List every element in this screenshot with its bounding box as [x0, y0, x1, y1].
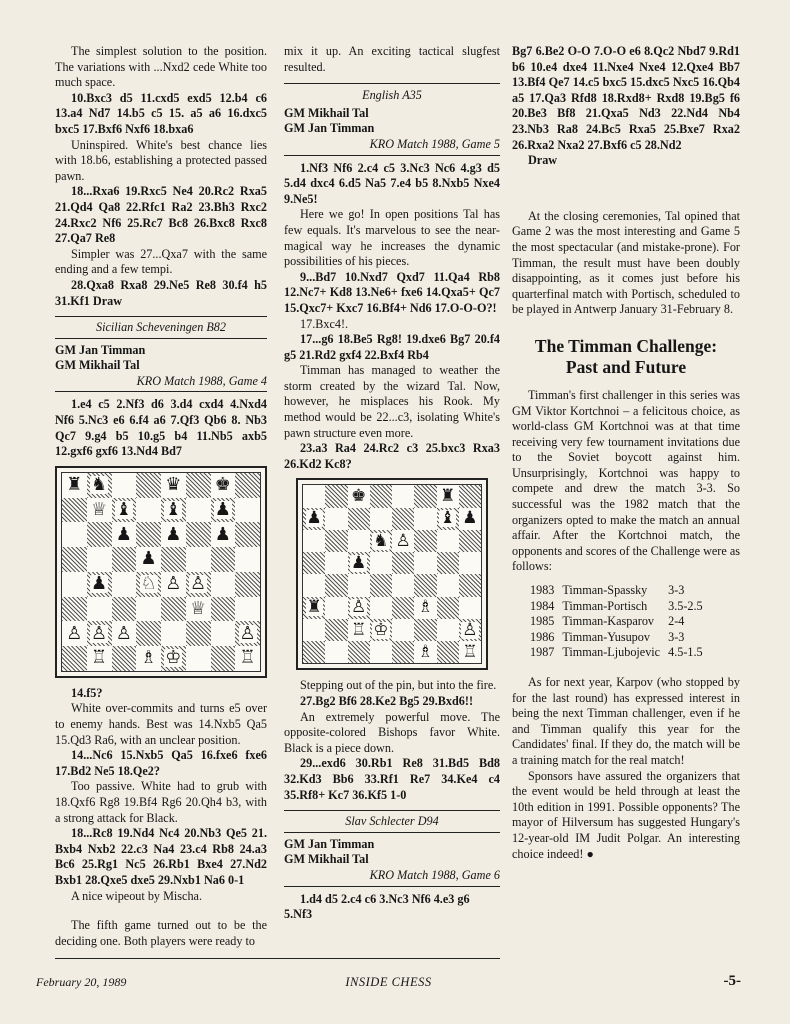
board-square — [211, 572, 236, 597]
chess-diagram-game4 — [55, 466, 267, 678]
white-king-icon: ♔ — [373, 619, 389, 640]
black-bishop-icon: ♝ — [440, 508, 456, 529]
score-match: Timman-Ljubojevic — [562, 645, 661, 660]
white-pawn-icon: ♙ — [91, 622, 108, 644]
score-score: 2-4 — [668, 614, 685, 629]
board-square — [459, 574, 481, 596]
white-pawn-icon: ♙ — [395, 530, 411, 551]
white-rook-icon: ♖ — [239, 647, 256, 669]
board-square — [392, 530, 414, 552]
board-square — [392, 574, 414, 596]
score-score: 4.5-1.5 — [668, 645, 703, 660]
board-square — [62, 473, 87, 498]
board-square — [136, 572, 161, 597]
board-square — [392, 552, 414, 574]
board-square — [325, 641, 347, 663]
board-square — [112, 547, 137, 572]
board-square — [211, 646, 236, 671]
board-square — [161, 572, 186, 597]
board-square — [211, 597, 236, 622]
white-king-icon: ♔ — [165, 647, 182, 669]
opening-header: Sicilian Scheveningen B82 — [55, 316, 267, 339]
moves-text: 17...g6 18.Be5 Rg8! 19.dxe6 Bg7 20.f4 g5 21.Rd2 gxf4 22.Bxf4 Rb4 — [284, 332, 500, 362]
black-rook-icon: ♜ — [440, 486, 456, 507]
board-square — [235, 646, 260, 671]
board-square — [112, 621, 137, 646]
event-label: KRO Match 1988, Game 6 — [284, 868, 500, 887]
board-square — [303, 574, 325, 596]
board-square — [62, 547, 87, 572]
section-title: The Timman Challenge: Past and Future — [534, 335, 718, 377]
moves-text: 23.a3 Ra4 24.Rc2 c3 25.bxc3 Rxa3 26.Kd2 Kc8? — [284, 441, 500, 471]
moves-text: 14.f5? — [71, 685, 103, 700]
black-queen-icon: ♛ — [165, 474, 182, 496]
event-label: KRO Match 1988, Game 4 — [55, 374, 267, 393]
white-queen-icon: ♕ — [190, 597, 207, 619]
table-row — [530, 583, 711, 599]
board-square — [348, 530, 370, 552]
board-square — [348, 641, 370, 663]
board-square — [62, 572, 87, 597]
board-square — [211, 473, 236, 498]
board-square — [112, 597, 137, 622]
board-square — [459, 597, 481, 619]
white-bishop-icon: ♗ — [140, 647, 157, 669]
moves-text: 28.Qxa8 Rxa8 29.Ne5 Re8 30.f4 h5 31.Kf1 Draw — [55, 277, 267, 308]
white-pawn-icon: ♙ — [190, 573, 207, 595]
opening-header: Slav Schlecter D94 — [284, 810, 500, 833]
board-square — [112, 522, 137, 547]
table-row — [530, 599, 711, 615]
black-knight-icon: ♞ — [91, 474, 108, 496]
paragraph: mix it up. An exciting tactical slugfest resulted. — [284, 44, 500, 74]
board-square — [303, 641, 325, 663]
board-square — [414, 574, 436, 596]
paragraph: The simplest solution to the position. The variations with ...Nxd2 cede White too much space. — [55, 44, 267, 90]
black-pawn-icon: ♟ — [306, 508, 322, 529]
paragraph: An extremely powerful move. The opposite-colored Bishops favor White. Black is a piece down. — [284, 709, 500, 755]
score-year: 1987 — [530, 645, 555, 660]
score-score: 3.5-2.5 — [668, 598, 703, 613]
board-square — [370, 619, 392, 641]
board-square — [459, 530, 481, 552]
board-square — [348, 597, 370, 619]
board-square — [62, 522, 87, 547]
score-match: Timman-Yusupov — [562, 629, 650, 644]
paragraph: Stepping out of the pin, but into the fire. — [300, 678, 497, 693]
board-square — [303, 530, 325, 552]
moves-text: 1.d4 d5 2.c4 c6 3.Nc3 Nf6 4.e3 g6 5.Nf3 — [284, 891, 470, 922]
black-pawn-icon: ♟ — [462, 508, 478, 529]
board-square — [112, 473, 137, 498]
board-square — [348, 552, 370, 574]
board-square — [186, 572, 211, 597]
board-square — [161, 646, 186, 671]
moves-text: Bg7 6.Be2 O-O 7.O-O e6 8.Qc2 Nbd7 9.Rd1 b6 10.e4 dxe4 11.Nxe4 Nxe4 12.Qxe4 Bb7 13.Bf4 Qe7 14.c5 bxc5 15.dxc5 Nxc5 16.Qb4 a5 17.Qa3 Rfd8 18.Rxd8+ Rxd8 19.Bg5 f6 20.Be3 Bf8 21.Qxa5 Nd3 22.Nd4 Nb4 23.Nb3 Ra8 24.Bc5 Rxa5 25.Bxe7 Rxa2 26.Rxa2 Nxa2 27.Bxf6 c5 28.Nd2 — [512, 44, 740, 152]
board-square — [112, 646, 137, 671]
board-square — [87, 547, 112, 572]
board-square — [370, 530, 392, 552]
board-square — [62, 597, 87, 622]
board-square — [325, 530, 347, 552]
board-square — [87, 498, 112, 523]
board-square — [303, 597, 325, 619]
board-square — [414, 552, 436, 574]
board-square — [437, 574, 459, 596]
board-square — [235, 522, 260, 547]
board-square — [136, 473, 161, 498]
board-square — [161, 597, 186, 622]
black-rook-icon: ♜ — [306, 597, 322, 618]
board-square — [392, 597, 414, 619]
chess-diagram-game5 — [296, 478, 488, 670]
board-square — [87, 646, 112, 671]
footer-date: February 20, 1989 — [36, 975, 127, 989]
board-square — [161, 473, 186, 498]
board-square — [459, 641, 481, 663]
score-score: 3-3 — [668, 583, 685, 598]
black-pawn-icon: ♟ — [214, 523, 231, 545]
white-player: GM Jan Timman — [55, 342, 146, 357]
black-king-icon: ♚ — [351, 486, 367, 507]
footer-magazine: INSIDE CHESS — [345, 975, 432, 989]
board-square — [211, 547, 236, 572]
board-square — [186, 547, 211, 572]
black-pawn-icon: ♟ — [115, 523, 132, 545]
score-year: 1984 — [530, 598, 555, 613]
board-square — [161, 498, 186, 523]
board-square — [325, 552, 347, 574]
board-square — [186, 646, 211, 671]
board-square — [161, 621, 186, 646]
board-square — [87, 473, 112, 498]
score-year: 1986 — [530, 629, 555, 644]
board-square — [348, 485, 370, 507]
board-square — [437, 597, 459, 619]
black-player: GM Mikhail Tal — [55, 358, 140, 373]
board-square — [87, 597, 112, 622]
paragraph: Timman has managed to weather the storm created by the wizard Tal. Now, however, he misplaces his Rook. My method would be 22...c3, isolating White's pawn structure even more. — [284, 363, 500, 440]
table-row — [530, 630, 711, 646]
board-square — [414, 530, 436, 552]
event-label: KRO Match 1988, Game 5 — [284, 137, 500, 156]
white-rook-icon: ♖ — [462, 641, 478, 662]
board-square — [161, 522, 186, 547]
moves-text: 17.Bxc4!. — [300, 316, 349, 331]
board-square — [303, 552, 325, 574]
board-square — [136, 547, 161, 572]
board-square — [62, 646, 87, 671]
board-square — [437, 530, 459, 552]
board-square — [437, 552, 459, 574]
board-square — [235, 597, 260, 622]
white-knight-icon: ♘ — [140, 573, 157, 595]
scores-table — [530, 583, 711, 661]
board-square — [235, 572, 260, 597]
board-square — [325, 574, 347, 596]
board-square — [392, 508, 414, 530]
board-square — [186, 621, 211, 646]
black-pawn-icon: ♟ — [140, 548, 157, 570]
board-square — [112, 572, 137, 597]
paragraph: Here we go! In open positions Tal has few equals. It's marvelous to see the near-magical way he increases the dynamic possibilities of his pieces. — [284, 207, 500, 269]
board-square — [392, 641, 414, 663]
black-pawn-icon: ♟ — [351, 552, 367, 573]
board-square — [211, 621, 236, 646]
black-player: GM Mikhail Tal — [284, 852, 369, 867]
board-square — [325, 485, 347, 507]
board-square — [87, 572, 112, 597]
board-square — [186, 498, 211, 523]
white-bishop-icon: ♗ — [417, 641, 433, 662]
board-square — [348, 508, 370, 530]
board-square — [112, 498, 137, 523]
white-queen-icon: ♕ — [91, 498, 108, 520]
paragraph: Sponsors have assured the organizers that the event would be held through at least the 10th edition in 1991. Possible opponents? The mayor of Hilversum has suggested Hungary's 12-year-old IM Judit Polgar. An interesting choice indeed! ● — [512, 768, 740, 861]
paragraph: A nice wipeout by Mischa. — [71, 888, 202, 903]
moves-text: 1.Nf3 Nf6 2.c4 c5 3.Nc3 Nc6 4.g3 d5 5.d4 dxc4 6.d5 Na5 7.e4 b5 8.Nxb5 Nxe4 9.Ne5! — [284, 160, 500, 206]
black-bishop-icon: ♝ — [115, 498, 132, 520]
paragraph: Simpler was 27...Qxa7 with the same ending and a few tempi. — [55, 246, 267, 277]
board-square — [62, 621, 87, 646]
column-2 — [284, 44, 500, 923]
black-pawn-icon: ♟ — [214, 498, 231, 520]
board-square — [370, 641, 392, 663]
paragraph: Uninspired. White's best chance lies with 18.b6, establishing a protected passed pawn. — [55, 137, 267, 183]
white-pawn-icon: ♙ — [165, 573, 182, 595]
moves-text: 14...Nc6 15.Nxb5 Qa5 16.fxe6 fxe6 17.Bd2 Ne5 18.Qe2? — [55, 748, 267, 778]
board-square — [325, 508, 347, 530]
column-1 — [55, 44, 267, 949]
board-square — [136, 646, 161, 671]
white-pawn-icon: ♙ — [66, 622, 83, 644]
board-square — [459, 508, 481, 530]
board-square — [62, 498, 87, 523]
board-square — [186, 473, 211, 498]
black-knight-icon: ♞ — [373, 530, 389, 551]
board-square — [459, 552, 481, 574]
board-square — [186, 522, 211, 547]
board-square — [414, 597, 436, 619]
board-square — [414, 619, 436, 641]
paragraph: As for next year, Karpov (who stopped by for the last round) has expressed interest in being the next Timman challenger, even if he and Timman qualify this year for the Candidates' final. If they do, the match will be a training match for the real match! — [512, 675, 740, 767]
board-square — [392, 619, 414, 641]
moves-text: 1.e4 c5 2.Nf3 d6 3.d4 cxd4 4.Nxd4 Nf6 5.Nc3 e6 6.f4 a6 7.Qf3 Qb6 8. Nb3 Qc7 9.g4 b5 10.g5 b4 11.Nb5 axb5 12.gxf6 gxf6 13.Nd4 Bd7 — [55, 397, 267, 459]
board-square — [414, 508, 436, 530]
score-match: Timman-Spassky — [562, 583, 648, 598]
table-row — [530, 614, 711, 630]
white-pawn-icon: ♙ — [239, 622, 256, 644]
white-pawn-icon: ♙ — [351, 597, 367, 618]
page-number: -5- — [723, 973, 741, 989]
paragraph: Timman's first challenger in this series was GM Viktor Kortchnoi – a felicitous choice, as world-class GM Kortchnoi was at that time receiving very few tournament invitations due to the Soviet boycott against him. Unsurprisingly, Kortchnoi was happy to compete and drew the match 3-3. So successful was the 1982 match that the organizers opted to make the match an annual affair. After the Kortchnoi match, the opponents and scores of the Challenge were as follows: — [512, 387, 740, 574]
board-square — [136, 498, 161, 523]
moves-text: 9...Bd7 10.Nxd7 Qxd7 11.Qa4 Rb8 12.Nc7+ Kd8 13.Ne6+ fxe6 14.Qxa5+ Qc7 15.Qxc7+ Kxc7 16.Bf4+ Nd6 17.O-O-O?! — [284, 269, 500, 315]
board-square — [303, 619, 325, 641]
board-square — [235, 621, 260, 646]
opening-header: English A35 — [284, 83, 500, 106]
paragraph: At the closing ceremonies, Tal opined that Game 2 was the most interesting and Game 5 the most spectacular (and mistake-prone). For Timman, the result must have been doubly disappointing, as it comes just before his quarterfinal match with Portisch, scheduled to be played in Antwerp January 31-February 8. — [512, 208, 740, 317]
board-square — [87, 621, 112, 646]
board-square — [370, 552, 392, 574]
chess-board-grid — [61, 472, 261, 672]
board-square — [235, 473, 260, 498]
score-year: 1983 — [530, 583, 555, 598]
score-match: Timman-Portisch — [562, 598, 648, 613]
black-king-icon: ♚ — [214, 474, 231, 496]
board-square — [161, 547, 186, 572]
score-match: Timman-Kasparov — [562, 614, 655, 629]
white-rook-icon: ♖ — [351, 619, 367, 640]
board-square — [325, 619, 347, 641]
board-square — [437, 508, 459, 530]
board-square — [211, 522, 236, 547]
white-pawn-icon: ♙ — [462, 619, 478, 640]
board-square — [136, 621, 161, 646]
chess-board-grid — [302, 484, 482, 664]
board-square — [211, 498, 236, 523]
paragraph: The fifth game turned out to be the deciding one. Both players were ready to — [55, 918, 267, 948]
column-3 — [512, 44, 740, 862]
board-square — [136, 597, 161, 622]
black-rook-icon: ♜ — [66, 474, 83, 496]
board-square — [186, 597, 211, 622]
board-square — [437, 641, 459, 663]
black-pawn-icon: ♟ — [91, 573, 108, 595]
board-square — [348, 574, 370, 596]
paragraph: Too passive. White had to grub with 18.Qxf6 Rg8 19.Bf4 Rg6 20.Qh4 b3, with a strong attack for Black. — [55, 779, 267, 825]
paragraph: White over-commits and turns e5 over to enemy hands. Best was 14.Nxb5 Qa5 15.Qd3 Ra6, with an unclear position. — [55, 701, 267, 747]
moves-text: 18...Rc8 19.Nd4 Nc4 20.Nb3 Qe5 21. Bxb4 Nxb2 22.c3 Na4 23.c4 Rb8 24.a3 Bc6 25.Rg1 Nc5 26.Rb1 Bxe4 27.Nd2 Bxb1 28.Qxe5 dxe5 29.Nxb1 Na6 0-1 — [55, 826, 267, 887]
moves-text: 27.Bg2 Bf6 28.Ke2 Bg5 29.Bxd6!! — [300, 694, 473, 709]
board-square — [370, 485, 392, 507]
board-square — [437, 485, 459, 507]
white-player: GM Mikhail Tal — [284, 105, 369, 120]
black-player: GM Jan Timman — [284, 121, 375, 136]
moves-text: 18...Rxa6 19.Rxc5 Ne4 20.Rc2 Rxa5 21.Qd4 Qa8 22.Rfc1 Ra2 23.Bh3 Rxc2 24.Rxc2 Nf6 25.Rc7 Bc8 26.Bxc8 Rxc8 27.Qa7 Re8 — [55, 184, 267, 246]
board-square — [370, 574, 392, 596]
black-bishop-icon: ♝ — [165, 498, 182, 520]
board-square — [136, 522, 161, 547]
table-row — [530, 645, 711, 661]
board-square — [414, 641, 436, 663]
board-square — [437, 619, 459, 641]
moves-text: 29...exd6 30.Rb1 Re8 31.Bd5 Bd8 32.Kd3 Bb6 33.Rf1 Re7 34.Ke4 c4 35.Rf8+ Kc7 36.Kf5 1-0 — [284, 756, 500, 802]
white-pawn-icon: ♙ — [115, 622, 132, 644]
board-square — [303, 485, 325, 507]
board-square — [235, 498, 260, 523]
board-square — [459, 485, 481, 507]
board-square — [235, 547, 260, 572]
white-bishop-icon: ♗ — [417, 597, 433, 618]
board-square — [392, 485, 414, 507]
board-square — [325, 597, 347, 619]
moves-text: 10.Bxc3 d5 11.cxd5 exd5 12.b4 c6 13.a4 Nd7 14.b5 c5 15. a5 a6 16.dxc5 bxc5 17.Bxf6 Nxf6 18.bxa6 — [55, 90, 267, 136]
white-rook-icon: ♖ — [91, 647, 108, 669]
board-square — [303, 508, 325, 530]
footer-rule — [55, 958, 500, 959]
result-text: Draw — [528, 153, 558, 168]
board-square — [370, 597, 392, 619]
white-player: GM Jan Timman — [284, 836, 375, 851]
board-square — [459, 619, 481, 641]
score-year: 1985 — [530, 614, 555, 629]
board-square — [348, 619, 370, 641]
board-square — [87, 522, 112, 547]
black-pawn-icon: ♟ — [165, 523, 182, 545]
board-square — [370, 508, 392, 530]
board-square — [414, 485, 436, 507]
score-score: 3-3 — [668, 629, 685, 644]
